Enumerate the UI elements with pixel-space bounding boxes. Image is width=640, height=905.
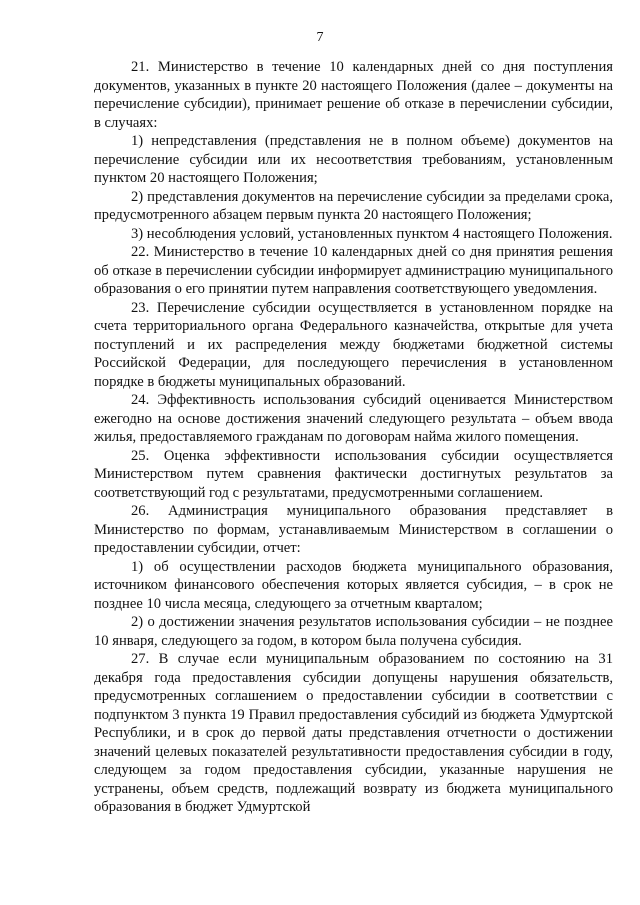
paragraph-21-item-1: 1) непредставления (представления не в полном объеме) документов на перечисление субсидии или их несоответствия требованиям, установленным пунктом 20 настоящего Положения;: [94, 133, 613, 186]
document-body: [94, 58, 613, 817]
paragraph-21: 21. Министерство в течение 10 календарных дней со дня поступления документов, указанных в пункте 20 настоящего Положения (далее – документы на перечисление субсидии), принимает решение об отказе в перечислении субсидии, в случаях:: [94, 59, 613, 131]
paragraph-26-item-1: 1) об осуществлении расходов бюджета муниципального образования, источником финансового обеспечения которых является субсидия, – в срок не позднее 10 числа месяца, следующего за отчетным кварталом;: [94, 558, 613, 612]
page-number: 7: [316, 30, 324, 45]
paragraph-23: 23. Перечисление субсидии осуществляется в установленном порядке на счета территориального органа Федерального казначейства, открытые для учета поступлений и их распределения между бюджетами бюджетной системы Российской Федерации, для последующего перечисления в установленном порядке в бюджеты муниципальных образований.: [94, 299, 613, 390]
paragraph-21-item-3: 3) несоблюдения условий, установленных пунктом 4 настоящего Положения.: [131, 225, 613, 242]
paragraph-26: 26. Администрация муниципального образования представляет в Министерство по формам, устанавливаемым Министерством в соглашении о предоставлении субсидии, отчет:: [94, 503, 613, 556]
paragraph-24: 24. Эффективность использования субсидий оценивается Министерством ежегодно на основе достижения значений следующего результата – объем ввода жилья, предоставляемого гражданам по договорам найма жилого помещения.: [94, 392, 613, 445]
paragraph-27: 27. В случае если муниципальным образованием по состоянию на 31 декабря года предоставления субсидии допущены нарушения обязательств, предусмотренных соглашением о предоставлении субсидии в соответствии с подпунктом 3 пункта 19 Правил предоставления субсидий из бюджета Удмуртской Республики, и в срок до первой даты представления отчетности о достижении значений целевых показателей результативности предоставления субсидии в году, следующем за годом предоставления субсидии, указанные нарушения не устранены, объем средств, подлежащий возврату из бюджета муниципального образования в бюджет Удмуртской: [94, 651, 613, 815]
paragraph-26-item-2: 2) о достижении значения результатов использования субсидии – не позднее 10 января, следующего за годом, в котором была получена субсидия.: [94, 614, 613, 649]
paragraph-22: 22. Министерство в течение 10 календарных дней со дня принятия решения об отказе в перечислении субсидии информирует администрацию муниципального образования о его принятии путем направления соответствующего уведомления.: [94, 244, 613, 297]
paragraph-21-item-2: 2) представления документов на перечисление субсидии за пределами срока, предусмотренного абзацем первым пункта 20 настоящего Положения;: [94, 188, 613, 223]
paragraph-25: 25. Оценка эффективности использования субсидии осуществляется Министерством путем сравнения фактически достигнутых результатов за соответствующий год с результатами, предусмотренными соглашением.: [94, 447, 613, 501]
